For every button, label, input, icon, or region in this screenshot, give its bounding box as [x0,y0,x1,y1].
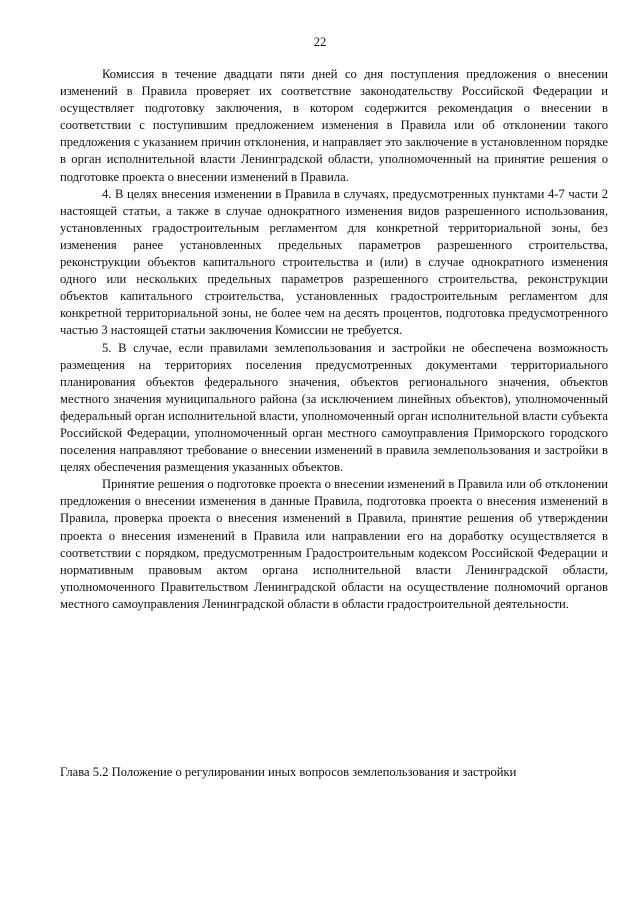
paragraph-item-5: 5. В случае, если правилами землепользования и застройки не обеспечена возможность размещения на территориях поселения предусмотренных документами территориального планирования объектов федерального значения, объектов регионального значения, объектов местного значения муниципального района (за исключением линейных объектов), уполномоченный федеральный орган исполнительной власти, уполномоченный орган исполнительной власти субъекта Российской Федерации, уполномоченный орган местного самоуправления Приморского городского поселения направляют требование о внесении изменений в правила землепользования и застройки в целях обеспечения размещения указанных объектов. [60,340,608,475]
paragraph-decision-procedure: Принятие решения о подготовке проекта о внесении изменений в Правила или об отклонении предложения о внесении изменения в данные Правила, подготовка проекта о внесения изменений в Правила, проверка проекта о внесения изменений в Правила, принятие решения об утверждении проекта о внесения изменений в Правила или направлении его на доработку осуществляется в соответствии с порядком, предусмотренным Градостроительным кодексом Российской Федерации и нормативным правовым актом органа исполнительной власти Ленинградской области, уполномоченного Правительством Ленинградской области на осуществление полномочий органов местного самоуправления Ленинградской области в области градостроительной деятельности. [60,477,608,611]
paragraph-item-4: 4. В целях внесения изменении в Правила в случаях, предусмотренных пунктами 4-7 части 2 настоящей статьи, а также в случае однократного изменения видов разрешенного использования, установленных градостроительным регламентом для конкретной территориальной зоны, без изменения ранее установленных предельных параметров разрешенного строительства, реконструкции объектов капитального строительства и (или) в случае однократного изменения одного или нескольких предельных параметров разрешенного строительства, реконструкции объектов капитального строительства, установленных градостроительным регламентом для конкретной территориальной зоны, не более чем на десять процентов, подготовка предусмотренного частью 3 настоящей статьи заключения Комиссии не требуется. [60,186,608,338]
chapter-heading: Глава 5.2 Положение о регулировании иных вопросов землепользования и застройки [60,765,517,779]
page-number: 22 [313,35,327,49]
document-body [60,66,608,613]
paragraph-commission-review: Комиссия в течение двадцати пяти дней со дня поступления предложения о внесении изменений в Правила проверяет их соответствие законодательству Российской Федерации и осуществляет подготовку заключения, в котором содержится рекомендация о внесении в соответствии с поступившим предложением изменения в Правила или об отклонении такого предложения с указанием причин отклонения, и направляет это заключение в установленном порядке в орган исполнительной власти Ленинградской области, уполномоченный на принятие решения о подготовке проекта о внесении изменений в Правила. [60,67,608,184]
